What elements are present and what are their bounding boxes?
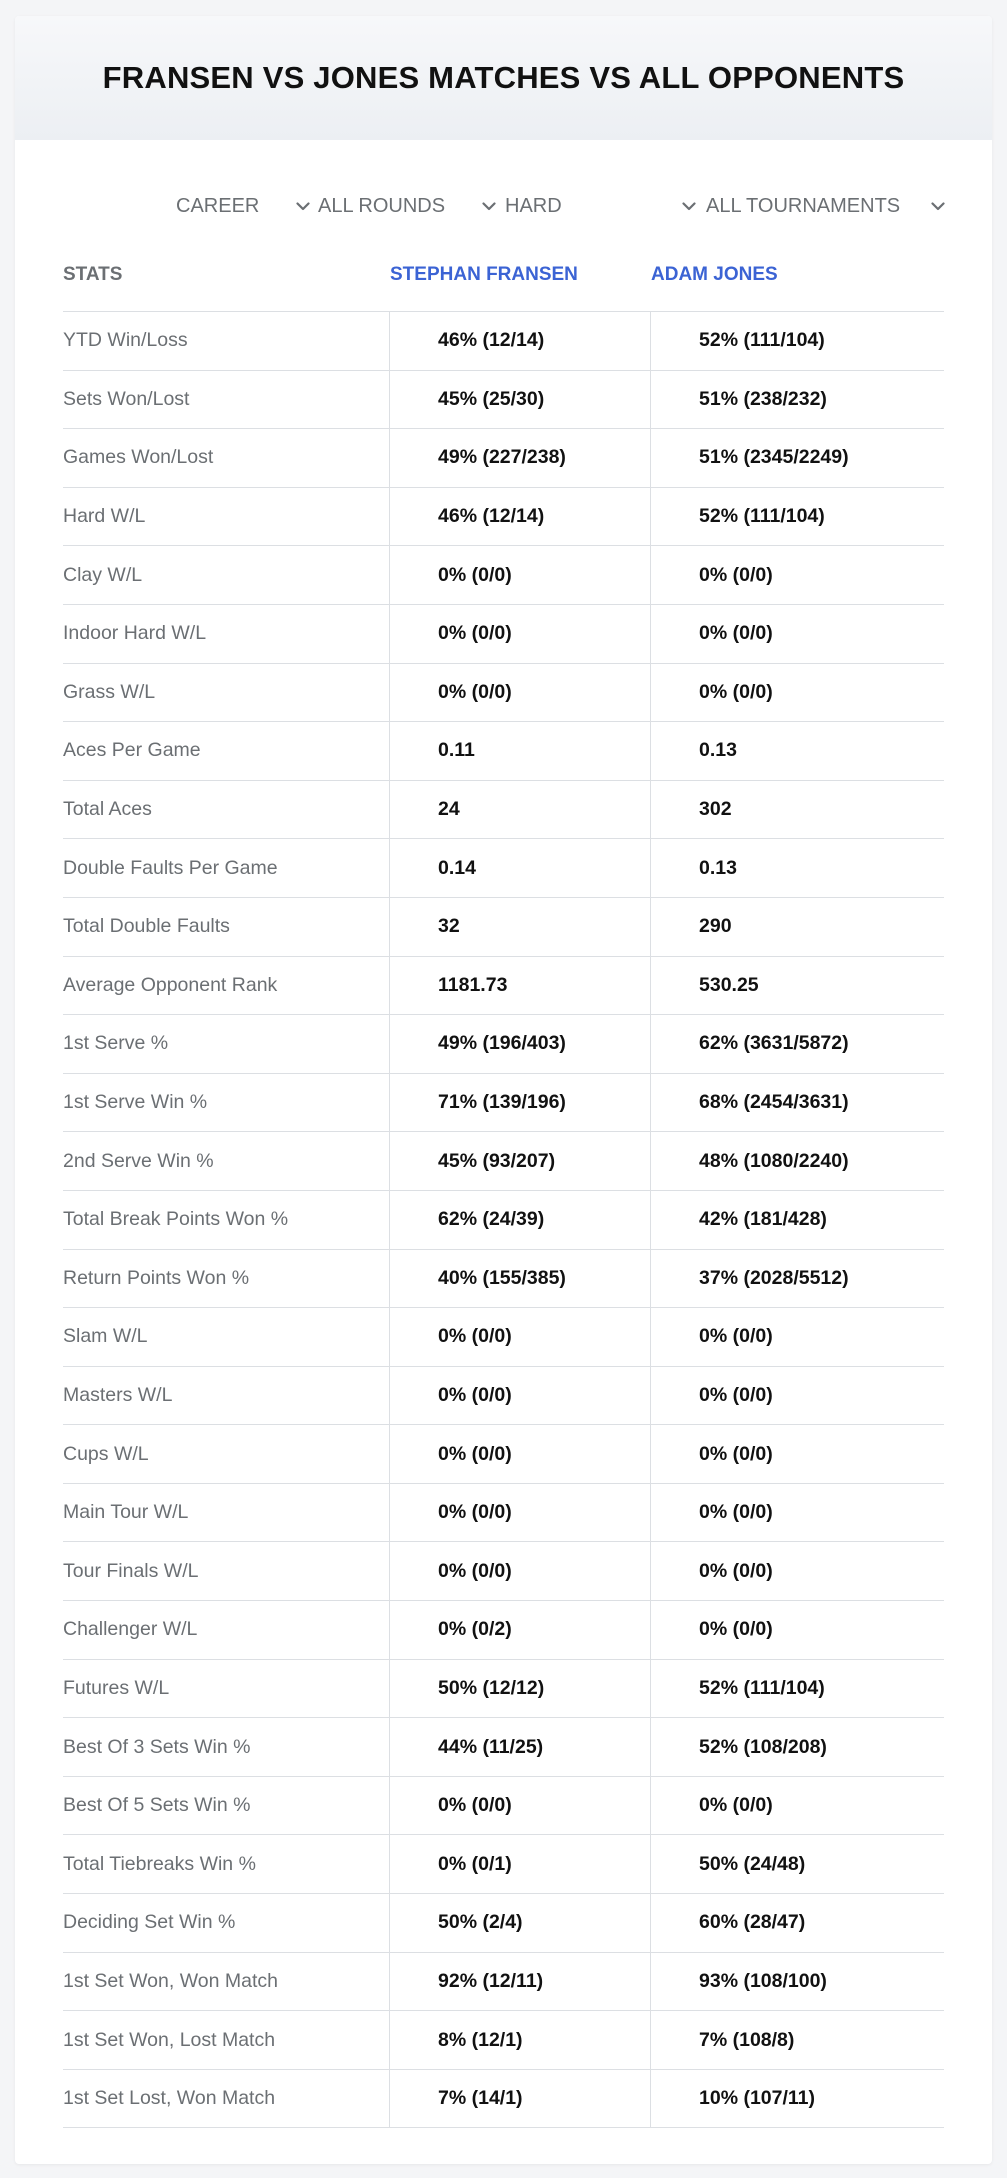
player2-column-header[interactable]: ADAM JONES — [651, 264, 778, 285]
player1-value: 46% (12/14) — [389, 488, 650, 546]
table-row — [63, 605, 944, 664]
player1-value: 32 — [389, 898, 650, 956]
player2-value: 302 — [650, 781, 944, 839]
player1-value: 0% (0/0) — [389, 1367, 650, 1425]
stat-label: Aces Per Game — [63, 739, 201, 762]
stat-label: 1st Set Lost, Won Match — [63, 2087, 276, 2110]
table-row — [63, 722, 944, 781]
player2-value: 52% (108/208) — [650, 1718, 944, 1776]
player2-value: 0.13 — [650, 722, 944, 780]
surface-select[interactable] — [505, 184, 698, 228]
table-row — [63, 1250, 944, 1309]
table-row — [63, 488, 944, 547]
player1-value: 49% (227/238) — [389, 429, 650, 487]
stat-label: Indoor Hard W/L — [63, 622, 207, 645]
player1-value: 44% (11/25) — [389, 1718, 650, 1776]
player1-value: 0% (0/0) — [389, 1308, 650, 1366]
player1-value: 0% (0/2) — [389, 1601, 650, 1659]
rounds-select-value: ALL ROUNDS — [318, 194, 446, 217]
player1-value: 0% (0/0) — [389, 1425, 650, 1483]
stat-label: Total Aces — [63, 798, 152, 821]
player2-value: 68% (2454/3631) — [650, 1074, 944, 1132]
player1-value: 0% (0/0) — [389, 546, 650, 604]
stat-label: Total Tiebreaks Win % — [63, 1852, 256, 1875]
table-row — [63, 371, 944, 430]
player2-value: 51% (238/232) — [650, 371, 944, 429]
table-row — [63, 781, 944, 840]
stat-label: Slam W/L — [63, 1325, 148, 1348]
player1-value: 0% (0/0) — [389, 1542, 650, 1600]
table-row — [63, 1425, 944, 1484]
table-row — [63, 1894, 944, 1953]
player1-value: 0% (0/0) — [389, 605, 650, 663]
card-header — [15, 16, 992, 140]
player2-value: 0% (0/0) — [650, 605, 944, 663]
tournaments-select[interactable] — [706, 184, 947, 228]
table-body — [63, 312, 944, 2128]
stat-label: Masters W/L — [63, 1383, 173, 1406]
player2-value: 0% (0/0) — [650, 1367, 944, 1425]
table-row — [63, 1308, 944, 1367]
player2-value: 62% (3631/5872) — [650, 1015, 944, 1073]
player1-value: 45% (93/207) — [389, 1132, 650, 1190]
stat-label: Deciding Set Win % — [63, 1911, 236, 1934]
chevron-down-icon — [480, 197, 498, 215]
chevron-down-icon — [929, 197, 947, 215]
stat-label: Main Tour W/L — [63, 1501, 189, 1524]
player1-value: 0% (0/0) — [389, 1484, 650, 1542]
player2-value: 52% (111/104) — [650, 312, 944, 370]
table-row — [63, 1542, 944, 1601]
table-row — [63, 1835, 944, 1894]
player2-value: 60% (28/47) — [650, 1894, 944, 1952]
table-row — [63, 664, 944, 723]
chevron-down-icon — [680, 197, 698, 215]
table-row — [63, 1132, 944, 1191]
stat-label: 1st Serve % — [63, 1032, 169, 1055]
player2-value: 50% (24/48) — [650, 1835, 944, 1893]
chevron-down-icon — [294, 197, 312, 215]
table-row — [63, 839, 944, 898]
table-row — [63, 1660, 944, 1719]
player1-value: 71% (139/196) — [389, 1074, 650, 1132]
player1-value: 1181.73 — [389, 957, 650, 1015]
player2-value: 0% (0/0) — [650, 1601, 944, 1659]
player2-value: 0% (0/0) — [650, 1542, 944, 1600]
table-row — [63, 1367, 944, 1426]
player2-value: 290 — [650, 898, 944, 956]
player1-value: 50% (2/4) — [389, 1894, 650, 1952]
table-row — [63, 1777, 944, 1836]
page-title: FRANSEN VS JONES MATCHES VS ALL OPPONENTS — [102, 60, 905, 95]
stat-label: 1st Set Won, Won Match — [63, 1969, 278, 1992]
table-row — [63, 1953, 944, 2012]
stat-label: 1st Serve Win % — [63, 1091, 208, 1114]
table-row — [63, 1074, 944, 1133]
player2-value: 530.25 — [650, 957, 944, 1015]
stat-label: Return Points Won % — [63, 1266, 250, 1289]
player2-value: 0% (0/0) — [650, 664, 944, 722]
player1-value: 92% (12/11) — [389, 1953, 650, 2011]
player2-value: 48% (1080/2240) — [650, 1132, 944, 1190]
stat-label: 2nd Serve Win % — [63, 1149, 214, 1172]
table-row — [63, 1484, 944, 1543]
table-row — [63, 957, 944, 1016]
player2-value: 51% (2345/2249) — [650, 429, 944, 487]
player1-value: 62% (24/39) — [389, 1191, 650, 1249]
stat-label: Double Faults Per Game — [63, 856, 278, 879]
player2-value: 7% (108/8) — [650, 2011, 944, 2069]
surface-select-value: HARD — [505, 194, 562, 217]
player1-value: 0% (0/0) — [389, 1777, 650, 1835]
table-row — [63, 1191, 944, 1250]
player1-value: 24 — [389, 781, 650, 839]
table-row — [63, 1015, 944, 1074]
player2-value: 52% (111/104) — [650, 1660, 944, 1718]
player1-value: 0.11 — [389, 722, 650, 780]
player2-value: 0.13 — [650, 839, 944, 897]
player2-value: 42% (181/428) — [650, 1191, 944, 1249]
stat-label: Games Won/Lost — [63, 446, 214, 469]
player1-value: 8% (12/1) — [389, 2011, 650, 2069]
stat-label: Sets Won/Lost — [63, 387, 190, 410]
stat-label: Futures W/L — [63, 1676, 170, 1699]
stat-label: Best Of 3 Sets Win % — [63, 1735, 251, 1758]
table-row — [63, 429, 944, 488]
player2-value: 0% (0/0) — [650, 1308, 944, 1366]
stat-label: Clay W/L — [63, 563, 143, 586]
player1-value: 46% (12/14) — [389, 312, 650, 370]
rounds-select[interactable] — [318, 184, 498, 228]
table-row — [63, 2070, 944, 2129]
stat-label: Challenger W/L — [63, 1618, 198, 1641]
period-select-value: CAREER — [176, 194, 260, 217]
stat-label: Best Of 5 Sets Win % — [63, 1794, 251, 1817]
player2-value: 0% (0/0) — [650, 1777, 944, 1835]
stats-column-header: STATS — [63, 264, 123, 285]
tournaments-select-value: ALL TOURNAMENTS — [706, 194, 901, 217]
stat-label: Hard W/L — [63, 505, 146, 528]
player1-value: 45% (25/30) — [389, 371, 650, 429]
table-row — [63, 546, 944, 605]
stats-card — [15, 16, 992, 2164]
player2-value: 0% (0/0) — [650, 546, 944, 604]
table-row — [63, 2011, 944, 2070]
stat-label: Tour Finals W/L — [63, 1559, 199, 1582]
player1-value: 7% (14/1) — [389, 2070, 650, 2128]
player1-value: 49% (196/403) — [389, 1015, 650, 1073]
table-row — [63, 898, 944, 957]
stat-label: Total Double Faults — [63, 915, 230, 938]
table-row — [63, 1601, 944, 1660]
stat-label: Average Opponent Rank — [63, 973, 278, 996]
player2-value: 93% (108/100) — [650, 1953, 944, 2011]
stat-label: 1st Set Won, Lost Match — [63, 2028, 276, 2051]
player1-column-header[interactable]: STEPHAN FRANSEN — [390, 264, 578, 285]
stat-label: Grass W/L — [63, 680, 156, 703]
table-header — [63, 238, 944, 312]
stats-table — [63, 238, 944, 2128]
stat-label: Total Break Points Won % — [63, 1208, 289, 1231]
stat-label: Cups W/L — [63, 1442, 149, 1465]
player2-value: 0% (0/0) — [650, 1425, 944, 1483]
player2-value: 10% (107/11) — [650, 2070, 944, 2128]
player2-value: 0% (0/0) — [650, 1484, 944, 1542]
player1-value: 40% (155/385) — [389, 1250, 650, 1308]
stat-label: YTD Win/Loss — [63, 329, 188, 352]
player1-value: 0% (0/1) — [389, 1835, 650, 1893]
player2-value: 37% (2028/5512) — [650, 1250, 944, 1308]
table-row — [63, 1718, 944, 1777]
player1-value: 0.14 — [389, 839, 650, 897]
table-row — [63, 312, 944, 371]
player1-value: 0% (0/0) — [389, 664, 650, 722]
player1-value: 50% (12/12) — [389, 1660, 650, 1718]
filters-bar — [15, 184, 992, 228]
period-select[interactable] — [176, 184, 312, 228]
player2-value: 52% (111/104) — [650, 488, 944, 546]
